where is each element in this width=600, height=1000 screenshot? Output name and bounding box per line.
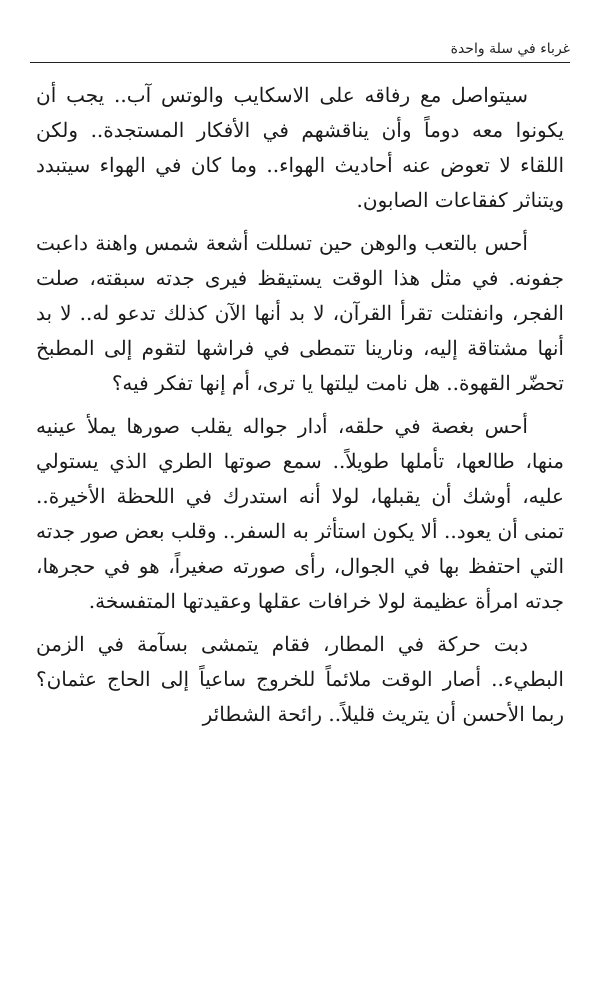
- running-header: [30, 38, 570, 63]
- body-text: [36, 78, 564, 980]
- paragraph: أحس بغصة في حلقه، أدار جواله يقلب صورها يملأ عينيه منها، طالعها، تأملها طويلاً.. سمع صوتها الطري الذي يستولي عليه، أوشك أن يقبلها، لولا أنه استدرك في اللحظة الأخيرة.. تمنى أن يعود.. ألا يكون استأثر به السفر.. وقلب بعض صور جدته التي احتفظ بها في الجوال، رأى صورته صغيراً، هو في حجرها، جدته امرأة عظيمة لولا خرافات عقلها وعقيدتها المتفسخة.: [36, 414, 564, 613]
- paragraph: دبت حركة في المطار، فقام يتمشى بسآمة في الزمن البطيء.. أصار الوقت ملائماً للخروج ساعياً إلى الحاج عثمان؟ ربما الأحسن أن يتريث قليلاً.. رائحة الشطائر: [36, 632, 564, 726]
- running-title: غرباء في سلة واحدة: [450, 41, 570, 57]
- paragraph: أحس بالتعب والوهن حين تسللت أشعة شمس واهنة داعبت جفونه. في مثل هذا الوقت يستيقظ فيرى جدته سبقته، صلت الفجر، وانفتلت تقرأ القرآن، لا بد أنها الآن كذلك تدعو له.. لا بد أنها مشتاقة إليه، ونارينا تتمطى في فراشها لتقوم إلى المطبخ تحضّر القهوة.. هل نامت ليلتها يا ترى، أم إنها تفكر فيه؟: [36, 231, 564, 395]
- paragraph: سيتواصل مع رفاقه على الاسكايب والوتس آب.. يجب أن يكونوا معه دوماً وأن يناقشهم في الأفكار المستجدة.. ولكن اللقاء لا تعوض عنه أحاديث الهواء.. وما كان في الهواء سيتبدد ويتناثر كفقاعات الصابون.: [36, 83, 564, 212]
